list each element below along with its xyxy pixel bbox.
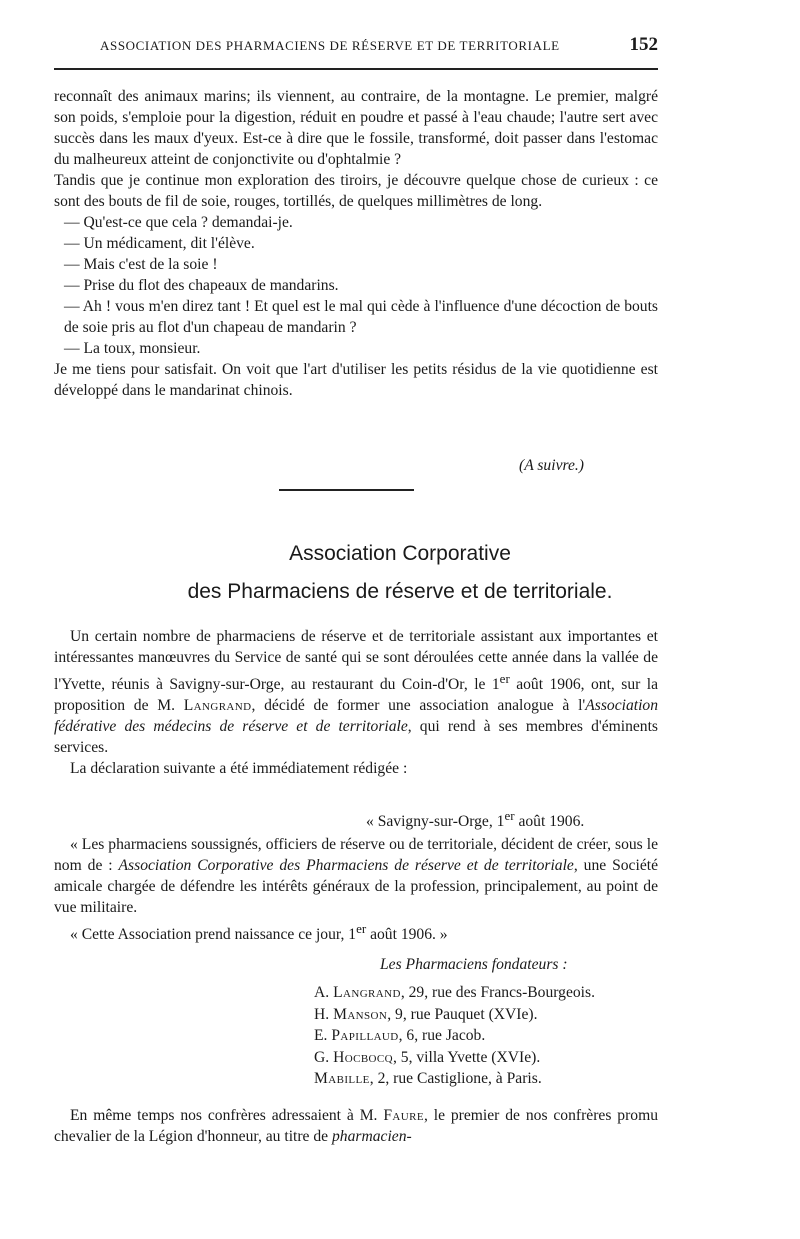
dialogue-line: — Mais c'est de la soie !: [64, 256, 218, 273]
signer: A. Langrand, 29, rue des Francs-Bourgeois.: [314, 984, 595, 1001]
signer: H. Manson, 9, rue Pauquet (XVIe).: [314, 1005, 538, 1023]
header-rule: [54, 68, 658, 70]
closing-paragraph: [54, 1105, 658, 1147]
article-continuation: [54, 86, 658, 401]
paragraph: Tandis que je continue mon exploration des tiroirs, je découvre quelque chose de curieux : ce sont des bouts de fil de soie, rouges, tortillés, de quelques millimètres de long.: [54, 172, 658, 210]
dialogue-line: — La toux, monsieur.: [64, 340, 201, 357]
running-header: [54, 34, 658, 60]
signer: E. Papillaud, 6, rue Jacob.: [314, 1027, 486, 1044]
to-be-continued: (A suivre.): [519, 457, 584, 474]
declaration: [54, 834, 658, 945]
section-title: Association Corporative: [289, 542, 511, 565]
dateline: « Savigny-sur-Orge, 1er août 1906.: [366, 808, 585, 831]
paragraph: « Les pharmaciens soussignés, officiers de réserve ou de territoriale, décident de créer, sous le nom de : Association Corporative des Pharmaciens de réserve et de territoriale, une Société amicale chargée de défendre les intérêts généraux de la profession, principalement, au point de vue militaire.: [54, 836, 658, 916]
paragraph: « Cette Association prend naissance ce jour, 1er août 1906. »: [70, 921, 448, 944]
signers-heading: Les Pharmaciens fondateurs :: [380, 956, 568, 973]
running-title: ASSOCIATION DES PHARMACIENS DE RÉSERVE ET DE TERRITORIALE: [100, 38, 560, 53]
signers-list: [314, 982, 595, 1090]
paragraph: reconnaît des animaux marins; ils viennent, au contraire, de la montagne. Le premier, malgré son poids, s'emploie pour la digestion, réduit en poudre et passé à l'eau chaude; l'autre sert avec succès dans les maux d'yeux. Est-ce à dire que le fossile, transformé, doit passer dans l'estomac du malheureux atteint de conjonctivite ou d'ophtalmie ?: [54, 88, 658, 168]
section-intro: [54, 626, 658, 779]
paragraph: Un certain nombre de pharmaciens de réserve et de territoriale assistant aux importantes et intéressantes manœuvres du Service de santé qui se sont déroulées cette année dans la vallée de l'Yvette, réunis à Savigny-sur-Orge, au restaurant du Coin-d'Or, le 1er août 1906, ont, sur la proposition de M. Langrand, décidé de former une association analogue à l'Association fédérative des médecins de réserve et de territoriale, qui rend à ses membres d'éminents services.: [54, 628, 659, 757]
paragraph: Je me tiens pour satisfait. On voit que l'art d'utiliser les petits résidus de la vie quotidienne est développé dans le mandarinat chinois.: [54, 361, 658, 399]
signer: G. Hocbocq, 5, villa Yvette (XVIe).: [314, 1048, 541, 1066]
paragraph: En même temps nos confrères adressaient à M. Faure, le premier de nos confrères promu chevalier de la Légion d'honneur, au titre de pharmacien-: [54, 1107, 658, 1145]
section-separator: [279, 489, 414, 491]
dialogue-line: — Prise du flot des chapeaux de mandarins.: [64, 277, 339, 294]
person-name: Faure: [383, 1107, 424, 1124]
person-name: Langrand: [183, 697, 252, 715]
dialogue-line: — Un médicament, dit l'élève.: [64, 235, 255, 252]
page-number: 152: [629, 34, 658, 55]
dialogue-line: — Ah ! vous m'en direz tant ! Et quel est le mal qui cède à l'influence d'une décoction de bouts de soie pris au flot d'un chapeau de mandarin ?: [64, 298, 658, 336]
section-subtitle: des Pharmaciens de réserve et de territoriale.: [187, 580, 613, 603]
signer: Mabille, 2, rue Castiglione, à Paris.: [314, 1070, 542, 1087]
paragraph: La déclaration suivante a été immédiatement rédigée :: [70, 760, 408, 778]
dialogue-line: — Qu'est-ce que cela ? demandai-je.: [64, 214, 293, 231]
